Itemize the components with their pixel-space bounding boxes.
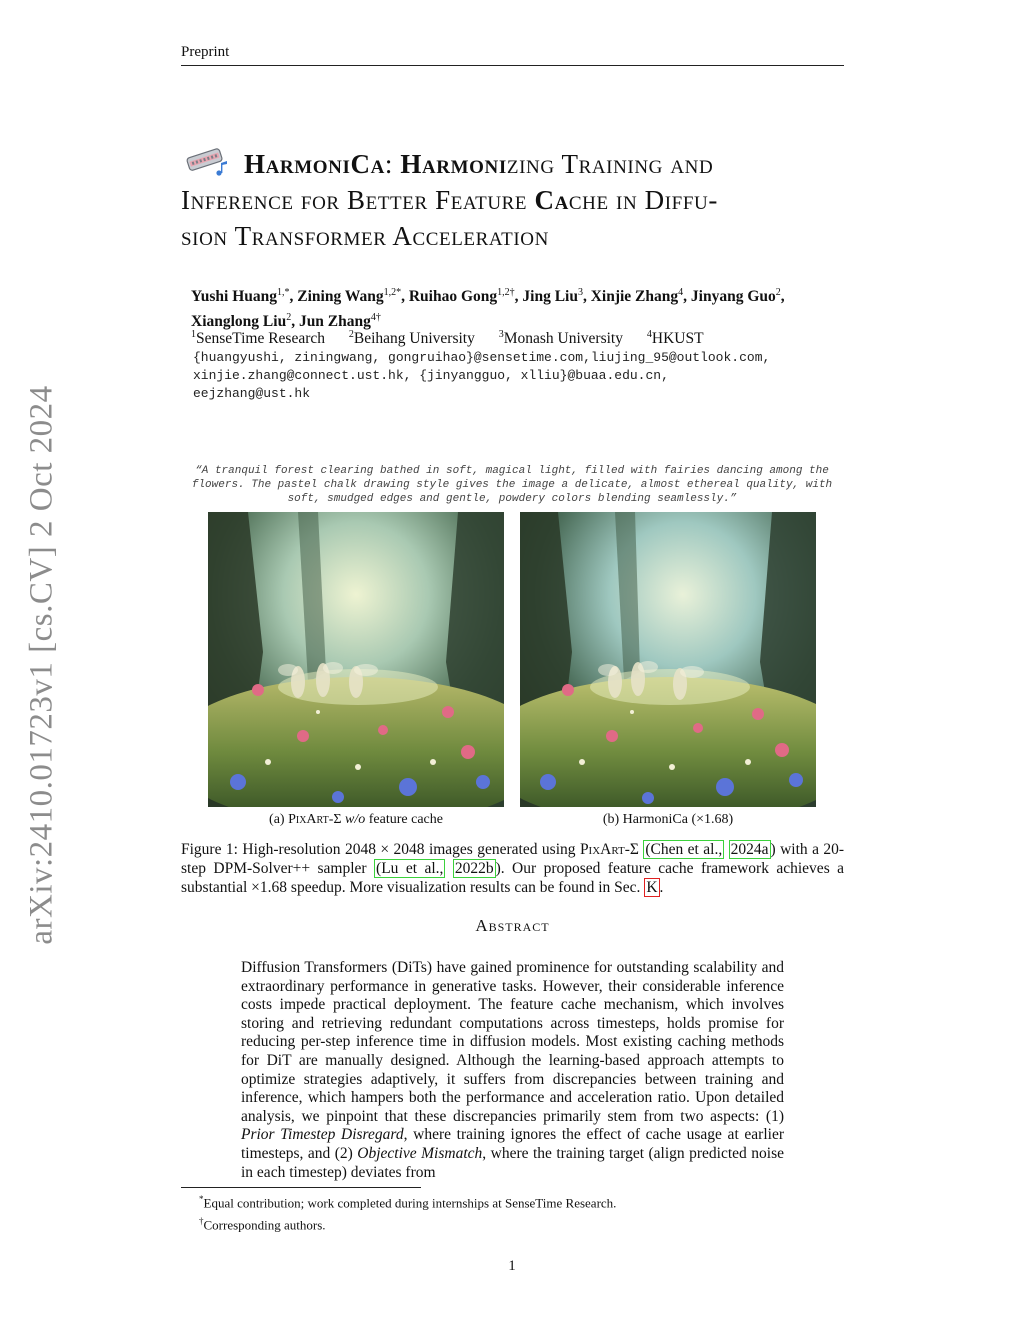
author-emails <box>193 349 770 403</box>
running-header: Preprint <box>181 44 230 60</box>
subcaption-b: (b) HarmoniCa (×1.68) <box>602 812 734 827</box>
email-line[interactable]: eejzhang@ust.hk <box>193 386 311 401</box>
paper-title: HarmoniCa: Harmonizing Training and Inference for Better Feature Cache in Diffu- sion Transformer Acceleration <box>181 149 718 251</box>
email-line[interactable]: xinjie.zhang@connect.ust.hk, {jinyangguo, xlliu}@buaa.edu.cn, <box>193 368 669 383</box>
author: Jinyang Guo$^2$, <box>690 287 785 306</box>
author-list <box>191 282 841 332</box>
abstract-body: Diffusion Transformers (DiTs) have gained prominence for outstanding scalability and extraordinary performance in generative tasks. However, their considerable inference costs impede practical deployment. The feature cache mechanism, which involves storing and retrieving redundant computations across timesteps, holds promise for reducing per-step inference time in diffusion models. Most existing caching methods for DiT are manually designed. Although the learning-based approach attempts to optimize strategies adaptively, it suffers from discrepancies between training and inference, which hampers both the performance and acceleration ratio. Upon detailed analysis, we pinpoint that these discrepancies primarily stem from two aspects: (1) Prior Timestep Disregard, where training ignores the effect of cache usage at earlier timesteps, and (2) Objective Mismatch, where the training target (align predicted noise in each timestep) deviates from <box>241 959 784 1181</box>
abstract-heading: Abstract <box>475 916 550 935</box>
author: Xianglong Liu$^2$, <box>191 312 299 331</box>
arxiv-stamp-text: arXiv:2410.01723v1 [cs.CV] 2 Oct 2024 <box>23 385 60 945</box>
affiliation: $^3$Monash University <box>498 329 623 348</box>
figure-image-baseline <box>208 512 504 807</box>
title-method-name: HarmoniCa <box>244 149 385 179</box>
figure-image-harmonica <box>520 512 816 807</box>
header-rule <box>181 65 844 66</box>
email-line[interactable]: {huangyushi, ziningwang, gongruihao}@sensetime.com,liujing_95@outlook.com, <box>193 350 771 365</box>
author: Xinjie Zhang$^4$, <box>590 287 691 306</box>
author: Zining Wang$^{1,2*}$, <box>297 287 409 306</box>
affiliations <box>191 329 724 348</box>
page-number: 1 <box>508 1258 516 1274</box>
affiliation: $^1$SenseTime Research <box>191 329 326 348</box>
arxiv-stamp <box>14 385 70 945</box>
footnotes <box>199 1190 616 1235</box>
citation-link[interactable]: (Chen et al., <box>645 841 723 858</box>
footnote: †Corresponding authors. <box>199 1216 326 1233</box>
author: Jing Liu$^3$, <box>522 287 591 306</box>
affiliation: $^2$Beihang University <box>348 329 475 348</box>
section-reference-link[interactable]: K <box>646 879 658 896</box>
citation-link[interactable]: (Lu et al., <box>376 860 444 877</box>
figure-caption: Figure 1: High-resolution 2048 × 2048 images generated using PixArt-Σ (Chen et al., 2024a ) with a 20-step DPM-Solver++ sampler (Lu et al., 2022b ). Our proposed feature cache framework achieves a substantial ×1.68 speedup. More visualization results can be found in Sec. K . <box>181 841 845 896</box>
author: Yushi Huang$^{1,*}$, <box>191 287 298 306</box>
figure-prompt: “A tranquil forest clearing bathed in soft, magical light, filled with fairies dancing among the flowers. The pastel chalk drawing style gives the image a delicate, almost ethereal quality, with soft, smudged edges and gentle, powdery colors blending seamlessly.” <box>191 465 833 505</box>
author: Jun Zhang$^{4\dagger}$ <box>298 312 381 331</box>
citation-year-link[interactable]: 2024a <box>730 841 769 858</box>
footnote: *Equal contribution; work completed during internships at SenseTime Research. <box>199 1194 617 1211</box>
author: Ruihao Gong$^{1,2\dagger}$, <box>408 287 523 306</box>
affiliation: $^4$HKUST <box>646 329 704 348</box>
subcaption-a: (a) PixArt-Σ w/o feature cache <box>269 812 443 827</box>
footnote-rule <box>181 1187 421 1188</box>
citation-year-link[interactable]: 2022b <box>454 860 494 877</box>
